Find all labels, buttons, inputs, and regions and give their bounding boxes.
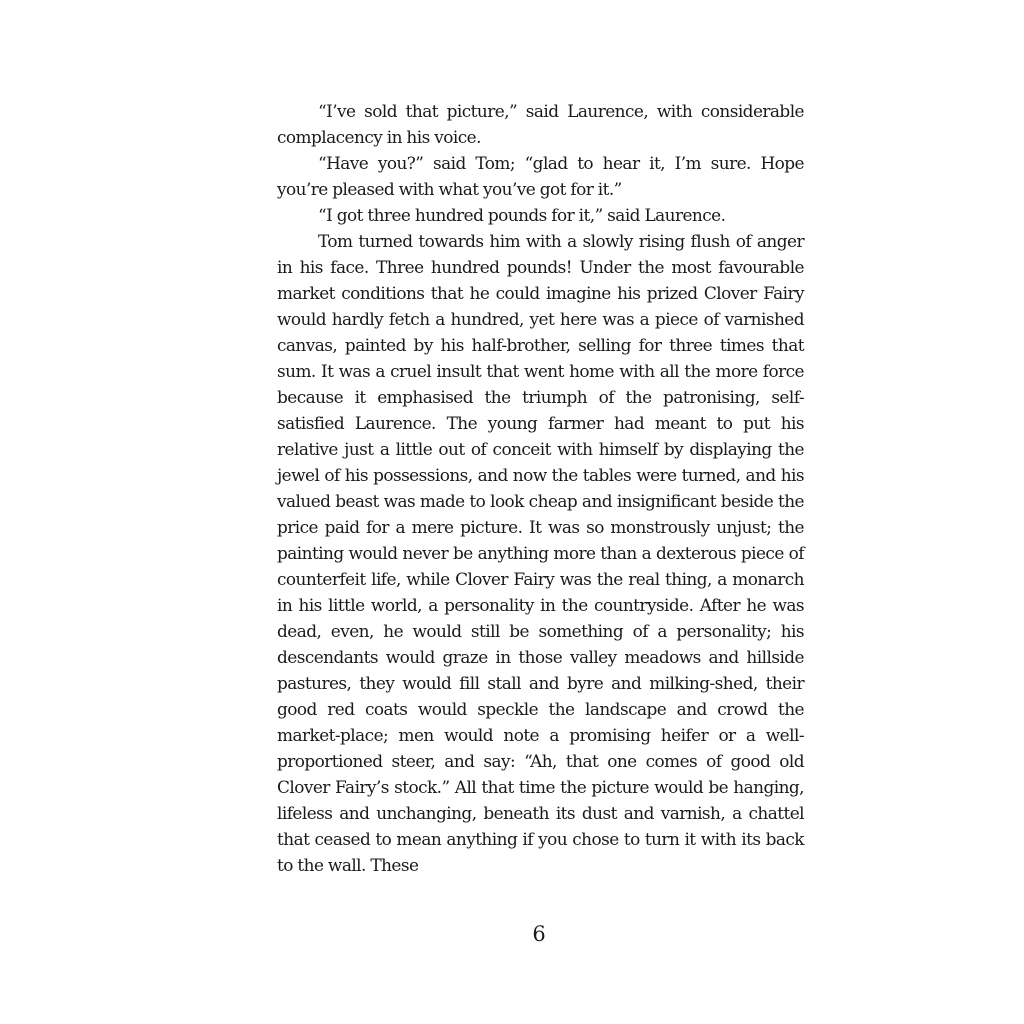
body-text bbox=[277, 98, 804, 878]
paragraph: “Have you?” said Tom; “glad to hear it, I’m sure. Hope you’re pleased with what you’ve got for it.” bbox=[277, 153, 804, 199]
paragraph: “I got three hundred pounds for it,” said Laurence. bbox=[318, 205, 726, 225]
paragraph: Tom turned towards him with a slowly rising flush of anger in his face. Three hundred pounds! Under the most favourable market conditions that he could imagine his prized Clover Fairy would hardly fetch a hundred, yet here was a piece of varnished canvas, painted by his half-brother, selling for three times that sum. It was a cruel insult that went home with all the more force because it emphasised the triumph of the patronising, self-satisfied Laurence. The young farmer had meant to put his relative just a little out of conceit with himself by displaying the jewel of his possessions, and now the tables were turned, and his valued beast was made to look cheap and insignificant beside the price paid for a mere picture. It was so monstrously unjust; the painting would never be anything more than a dexterous piece of counterfeit life, while Clover Fairy was the real thing, a monarch in his little world, a personality in the countryside. After he was dead, even, he would still be something of a personality; his descendants would graze in those valley meadows and hillside pastures, they would fill stall and byre and milking-shed, their good red coats would speckle the landscape and crowd the market-place; men would note a promising heifer or a well-proportioned steer, and say: “Ah, that one comes of good old Clover Fairy’s stock.” All that time the picture would be hanging, lifeless and unchanging, beneath its dust and varnish, a chattel that ceased to mean anything if you chose to turn it with its back to the wall. These bbox=[277, 231, 804, 875]
paragraph: “I’ve sold that picture,” said Laurence, with considerable complacency in his voice. bbox=[277, 101, 804, 147]
page-number: 6 bbox=[532, 922, 546, 946]
